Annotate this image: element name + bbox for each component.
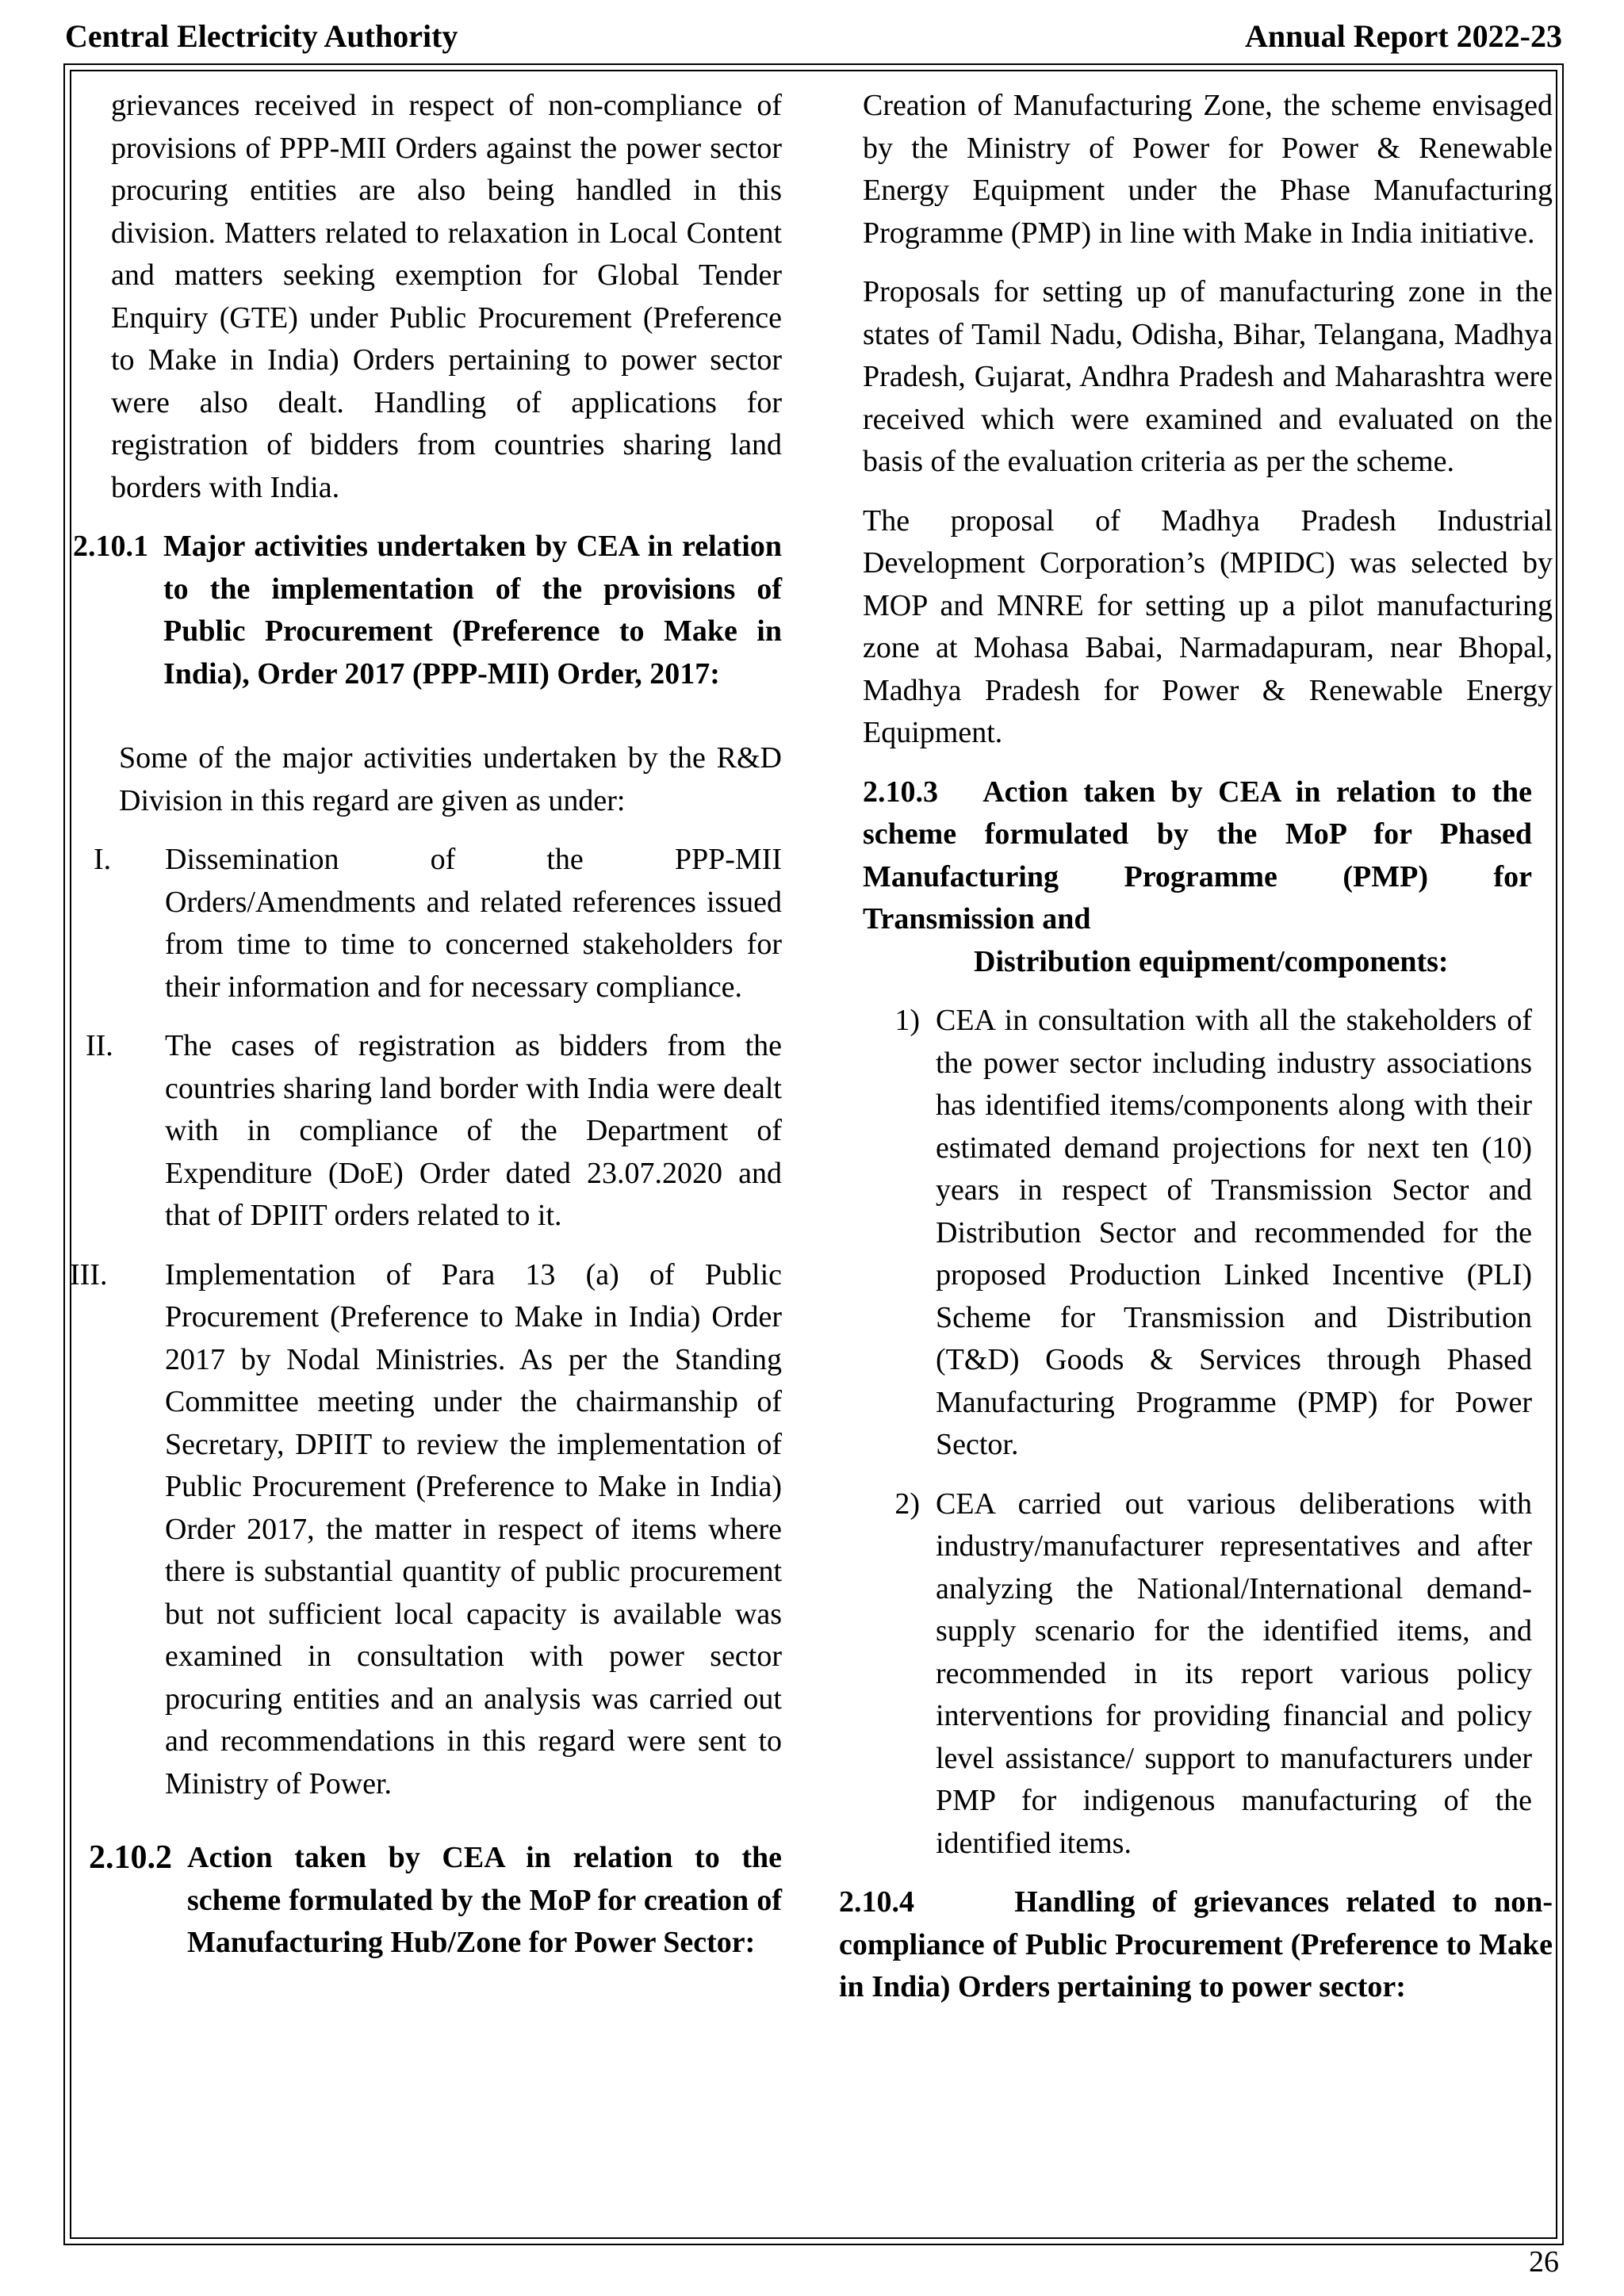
section-2-10-1-heading — [73, 526, 782, 695]
list-item-text: CEA in consultation with all the stakeholders of the power sector including industry associations has identified items/components along with their estimated demand projections for next ten (10) years in respect of Transmission Sector and Distribution Sector and recommended for the proposed Production Linked Incentive (PLI) Scheme for Transmission and Distribution (T&D) Goods & Services through Phased Manufacturing Programme (PMP) for Power Sector. — [936, 1004, 1532, 1461]
section-2-10-4-heading — [839, 1881, 1553, 2009]
section-number: 2.10.4 — [839, 1885, 914, 1919]
roman-list — [70, 839, 782, 1805]
list-marker: 1) — [894, 1004, 920, 1037]
section-number: 2.10.1 — [73, 530, 148, 563]
list-marker: 2) — [894, 1487, 920, 1521]
section-number: 2.10.3 — [863, 775, 938, 809]
list-item-text: The cases of registration as bidders from the countries sharing land border with India were dealt with in compliance of the Department of Expenditure (DoE) Order dated 23.07.2020 and that of DPIIT orders related to it. — [165, 1029, 782, 1232]
section-title: Action taken by CEA in relation to the scheme formulated by the MoP for Phased Manufacturing Programme (PMP) for Transmission and — [863, 775, 1532, 936]
list-item-text: Implementation of Para 13 (a) of Public Procurement (Preference to Make in India) Order 2017 by Nodal Ministries. As per the Standing Committee meeting under the chairmanship of Secretary, DPIIT to review the implementation of Public Procurement (Preference to Make in India) Order 2017, the matter in respect of items where there is substantial quantity of public procurement but not sufficient local capacity is available was examined in consultation with power sector procuring entities and an analysis was carried out and recommendations in this regard were sent to Ministry of Power. — [165, 1257, 782, 1800]
section-title: Action taken by CEA in relation to the scheme formulated by the MoP for creation of Manufacturing Hub/Zone for Power Sector: — [187, 1841, 782, 1959]
section-lead-paragraph: Some of the major activities undertaken by the R&D Division in this regard are given as under: — [119, 741, 782, 817]
header-report-title: Annual Report 2022-23 — [1244, 18, 1562, 54]
list-item — [863, 1483, 1532, 1866]
paragraph: The proposal of Madhya Pradesh Industrial Development Corporation’s (MPIDC) was selected by MOP and MNRE for setting up a pilot manufacturing zone at Mohasa Babai, Narmadapuram, near Bhopal, Madhya Pradesh for Power & Renewable Energy Equipment. — [863, 503, 1553, 749]
right-column — [839, 85, 1553, 2009]
header-organization: Central Electricity Authority — [65, 18, 458, 54]
list-item — [70, 1025, 782, 1238]
list-marker: I. — [94, 843, 112, 876]
section-title: Handling of grievances related to non-compliance of Public Procurement (Preference to Make in India) Orders pertaining to power sector: — [839, 1885, 1553, 2003]
section-2-10-3-heading — [863, 771, 1532, 941]
list-marker: III. — [70, 1257, 108, 1292]
paragraph: Creation of Manufacturing Zone, the scheme envisaged by the Ministry of Power for Power & Renewable Energy Equipment under the Phase Manufacturing Programme (PMP) in line with Make in India initiative. — [863, 89, 1553, 250]
list-item — [863, 1000, 1532, 1467]
intro-paragraph: grievances received in respect of non-compliance of provisions of PPP-MII Orders against the power sector procuring entities are also being handled in this division. Matters related to relaxation in Local Content and matters seeking exemption for Global Tender Enquiry (GTE) under Public Procurement (Preference to Make in India) Orders pertaining to power sector were also dealt. Handling of applications for registration of bidders from countries sharing land borders with India. — [111, 89, 782, 504]
page-number: 26 — [1529, 2245, 1559, 2279]
list-item-text: CEA carried out various deliberations with industry/manufacturer representatives and after analyzing the National/International demand-supply scenario for the identified items, and recommended in its report various policy interventions for providing financial and policy level assistance/ support to manufacturers under PMP for indigenous manufacturing of the identified items. — [936, 1487, 1532, 1860]
section-2-10-2-heading — [89, 1837, 782, 1965]
section-title: Major activities undertaken by CEA in relation to the implementation of the provisions of Public Procurement (Preference to Make in India), Order 2017 (PPP-MII) Order, 2017: — [163, 530, 782, 691]
list-item — [70, 839, 782, 1008]
section-number: 2.10.2 — [89, 1839, 172, 1876]
section-title-continued: Distribution equipment/components: — [974, 944, 1449, 978]
paragraph: Proposals for setting up of manufacturing zone in the states of Tamil Nadu, Odisha, Bihar, Telangana, Madhya Pradesh, Gujarat, Andhra Pradesh and Maharashtra were received which were examined and evaluated on the basis of the evaluation criteria as per the scheme. — [863, 275, 1553, 478]
numbered-list — [863, 1000, 1532, 1865]
list-item — [70, 1254, 782, 1806]
left-column — [70, 85, 782, 1965]
list-marker: II. — [86, 1029, 113, 1062]
list-item-text: Dissemination of the PPP-MII Orders/Amendments and related references issued from time to time to concerned stakeholders for their information and for necessary compliance. — [165, 843, 782, 1004]
